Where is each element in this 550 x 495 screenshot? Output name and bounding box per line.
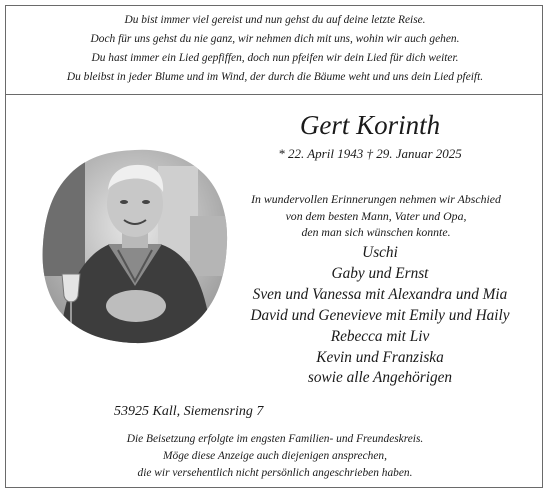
farewell-intro [242, 191, 510, 241]
mourner-line: Rebecca mit Liv [330, 327, 430, 345]
mourner-line: Uschi [362, 244, 398, 261]
intro-line: den man sich wünschen konnte. [301, 225, 451, 239]
burial-note [40, 431, 510, 482]
mourner-line: Sven und Vanessa mit Alexandra und Mia [252, 285, 508, 303]
intro-line: von dem besten Mann, Vater und Opa, [285, 208, 467, 223]
footer-line: Die Beisetzung erfolgte im engsten Familien- und Freundeskreis. [126, 433, 424, 445]
poem-line: Doch für uns gehst du nie ganz, wir nehmen dich mit uns, wohin wir auch gehen. [90, 33, 460, 45]
mourners-list [222, 243, 538, 389]
mourner-line: David und Genevieve mit Emily und Haily [250, 306, 510, 324]
intro-line: In wundervollen Erinnerungen nehmen wir Abschied [251, 192, 501, 206]
mourner-line: sowie alle Angehörigen [307, 369, 453, 387]
deceased-name: Gert Korinth [299, 110, 441, 140]
poem-line: Du hast immer ein Lied gepfiffen, doch nun pfeifen wir dein Lied für dich weiter. [91, 52, 459, 64]
mourner-line: Kevin und Franziska [316, 348, 444, 366]
address: 53925 Kall, Siemensring 7 [114, 404, 264, 419]
poem [10, 11, 540, 87]
poem-line: Du bist immer viel gereist und nun gehst du auf deine letzte Reise. [124, 14, 426, 26]
separator-line [5, 94, 543, 95]
portrait-photo [40, 146, 230, 346]
poem-line: Du bleibst in jeder Blume und im Wind, der durch die Bäume weht und uns dein Lied pfeift. [66, 71, 484, 83]
life-dates: * 22. April 1943 † 29. Januar 2025 [278, 146, 462, 161]
footer-line: die wir versehentlich nicht persönlich angeschrieben haben. [137, 467, 413, 479]
mourner-line: Gaby und Ernst [331, 264, 429, 282]
footer-line: Möge diese Anzeige auch diejenigen ansprechen, [163, 450, 387, 462]
